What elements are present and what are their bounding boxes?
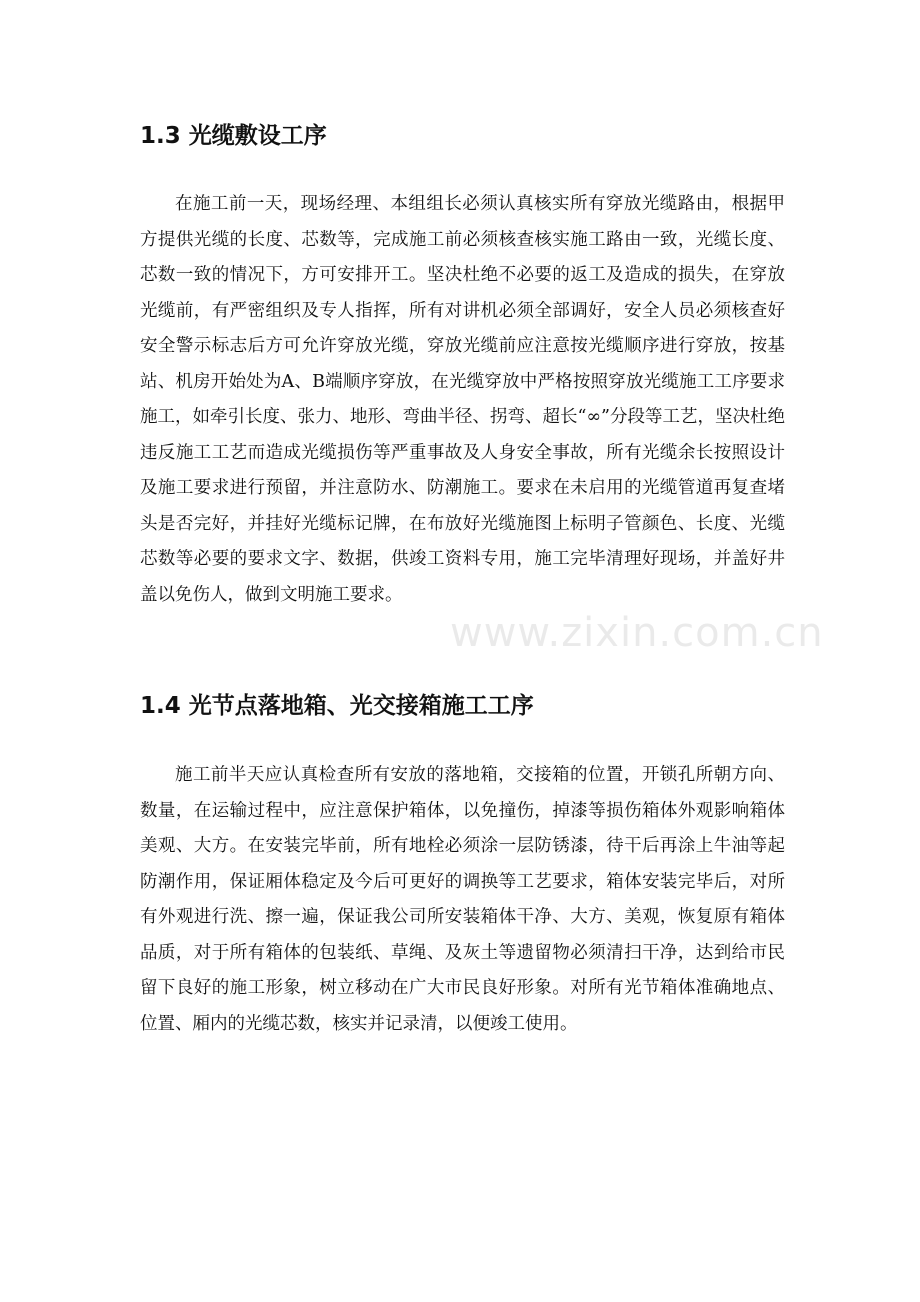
watermark: www.zixin.com.cn bbox=[450, 610, 824, 656]
section-paragraph: 施工前半天应认真检查所有安放的落地箱，交接箱的位置，开锁孔所朝方向、数量，在运输过程中，应注意保护箱体，以免撞伤，掉漆等损伤箱体外观影响箱体美观、大方。在安装完毕前，所有地栓必须涂一层防锈漆，待干后再涂上牛油等起防潮作用，保证厢体稳定及今后可更好的调换等工艺要求，箱体安装完毕后，对所有外观进行洗、擦一遍，保证我公司所安装箱体干净、大方、美观，恢复原有箱体品质，对于所有箱体的包装纸、草绳、及灰土等遗留物必须清扫干净，达到给市民留下良好的施工形象，树立移动在广大市民良好形象。对所有光节箱体准确地点、位置、厢内的光缆芯数，核实并记录清，以便竣工使用。 bbox=[140, 765, 785, 1034]
section-1-3 bbox=[140, 120, 785, 605]
section-1-4 bbox=[140, 690, 785, 1034]
section-heading: 1.3 光缆敷设工序 bbox=[140, 123, 327, 149]
section-paragraph: 在施工前一天，现场经理、本组组长必须认真核实所有穿放光缆路由，根据甲方提供光缆的长度、芯数等，完成施工前必须核查核实施工路由一致，光缆长度、芯数一致的情况下，方可安排开工。坚决杜绝不必要的返工及造成的损失，在穿放光缆前，有严密组织及专人指挥，所有对讲机必须全部调好，安全人员必须核查好安全警示标志后方可允许穿放光缆，穿放光缆前应注意按光缆顺序进行穿放，按基站、机房开始处为A、B端顺序穿放，在光缆穿放中严格按照穿放光缆施工工序要求施工，如牵引长度、张力、地形、弯曲半径、拐弯、超长“∞”分段等工艺，坚决杜绝违反施工工艺而造成光缆损伤等严重事故及人身安全事故，所有光缆余长按照设计及施工要求进行预留，并注意防水、防潮施工。要求在未启用的光缆管道再复查堵头是否完好，并挂好光缆标记牌，在布放好光缆施图上标明子管颜色、长度、光缆芯数等必要的要求文字、数据，供竣工资料专用，施工完毕清理好现场，并盖好井盖以免伤人，做到文明施工要求。 bbox=[140, 194, 785, 605]
section-heading: 1.4 光节点落地箱、光交接箱施工工序 bbox=[140, 693, 534, 719]
